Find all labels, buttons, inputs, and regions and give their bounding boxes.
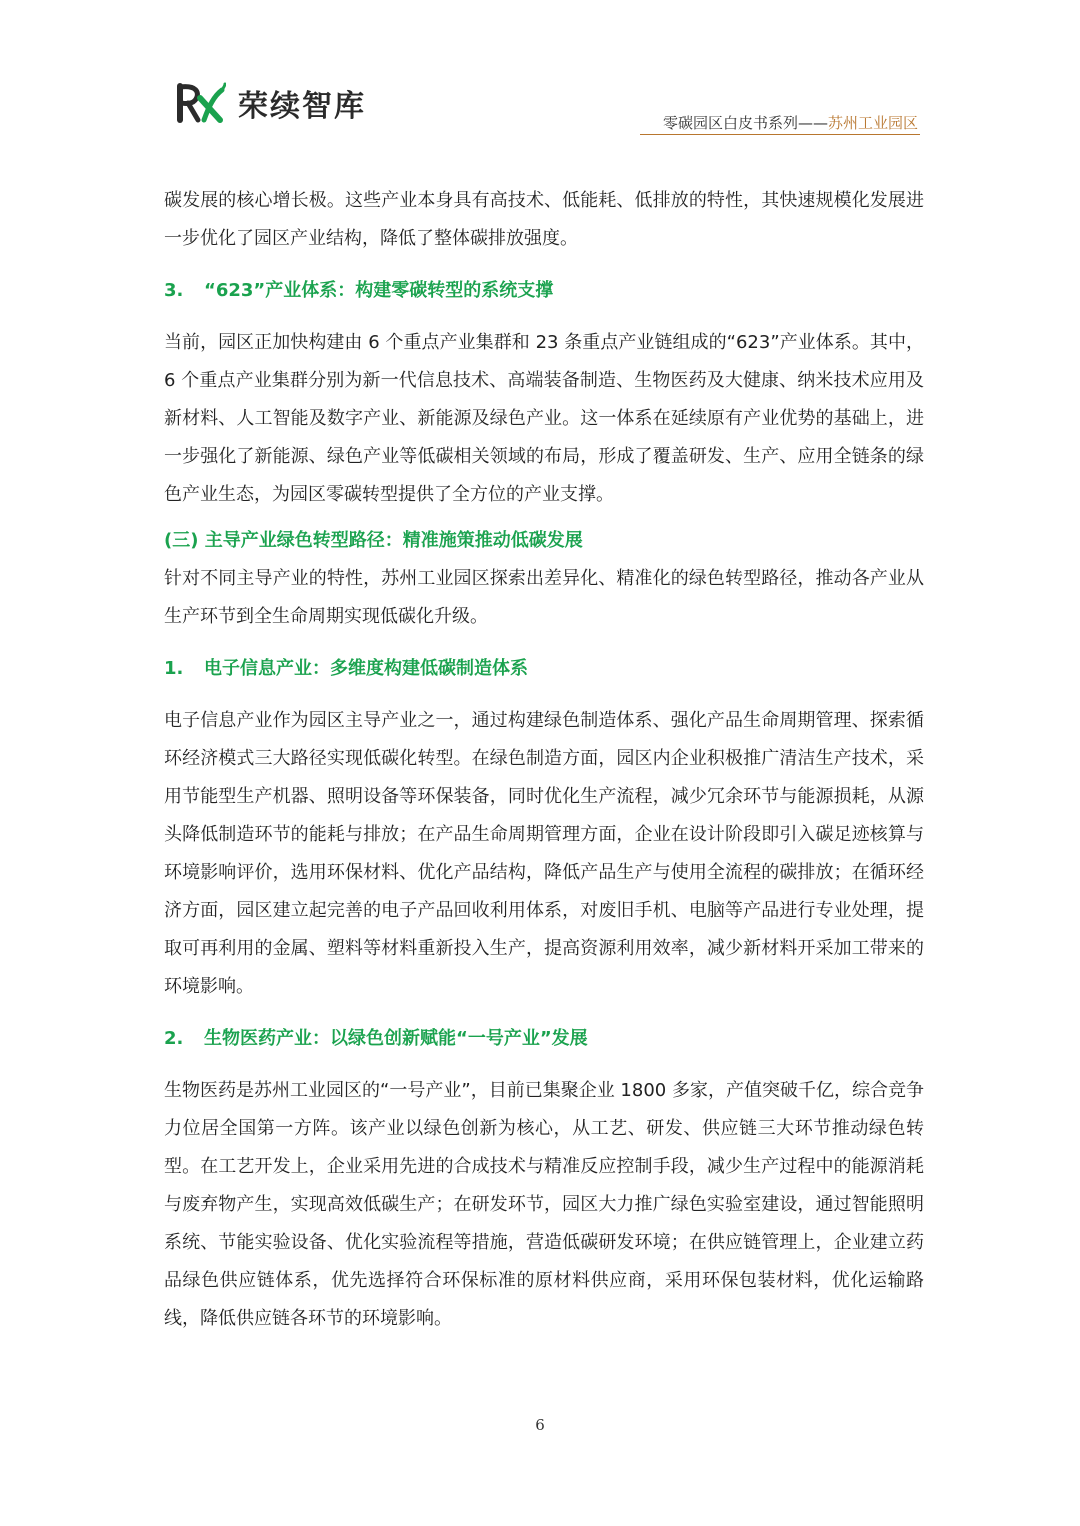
section-heading-electronics bbox=[164, 650, 924, 688]
heading-number: 2. bbox=[164, 1028, 184, 1049]
heading-number: 3. bbox=[164, 280, 184, 301]
paragraph-electronics: 电子信息产业作为园区主导产业之一，通过构建绿色制造体系、强化产品生命周期管理、探索循环经济模式三大路径实现低碳化转型。在绿色制造方面，园区内企业积极推广清洁生产技术，采用节能型生产机器、照明设备等环保装备，同时优化生产流程，减少冗余环节与能源损耗，从源头降低制造环节的能耗与排放；在产品生命周期管理方面，企业在设计阶段即引入碳足迹核算与环境影响评价，选用环保材料、优化产品结构，降低产品生产与使用全流程的碳排放；在循环经济方面，园区建立起完善的电子产品回收利用体系，对废旧手机、电脑等产品进行专业处理，提取可再利用的金属、塑料等材料重新投入生产，提高资源利用效率，减少新材料开采加工带来的环境影响。 bbox=[164, 710, 924, 997]
header-logo bbox=[176, 82, 366, 124]
page-number: 6 bbox=[535, 1416, 545, 1434]
paragraph-transition-path: 针对不同主导产业的特性，苏州工业园区探索出差异化、精准化的绿色转型路径，推动各产业从生产环节到全生命周期实现低碳化升级。 bbox=[164, 568, 924, 627]
header-divider bbox=[640, 134, 920, 135]
rongxu-logo-icon bbox=[176, 82, 226, 124]
main-content bbox=[164, 182, 924, 1338]
series-title bbox=[663, 112, 918, 133]
paragraph-intro: 碳发展的核心增长极。这些产业本身具有高技术、低能耗、低排放的特性，其快速规模化发展进一步优化了园区产业结构，降低了整体碳排放强度。 bbox=[164, 190, 924, 249]
paragraph-biomedicine: 生物医药是苏州工业园区的“一号产业”，目前已集聚企业 1800 多家，产值突破千亿，综合竞争力位居全国第一方阵。该产业以绿色创新为核心，从工艺、研发、供应链三大环节推动绿色转型。在工艺开发上，企业采用先进的合成技术与精准反应控制手段，减少生产过程中的能源消耗与废弃物产生，实现高效低碳生产；在研发环节，园区大力推广绿色实验室建设，通过智能照明系统、节能实验设备、优化实验流程等措施，营造低碳研发环境；在供应链管理上，企业建立药品绿色供应链体系，优先选择符合环保标准的原材料供应商，采用环保包装材料，优化运输路线，降低供应链各环节的环境影响。 bbox=[164, 1080, 924, 1329]
paragraph-623-system: 当前，园区正加快构建由 6 个重点产业集群和 23 条重点产业链组成的“623”产业体系。其中，6 个重点产业集群分别为新一代信息技术、高端装备制造、生物医药及大健康、纳米技术应用及新材料、人工智能及数字产业、新能源及绿色产业。这一体系在延续原有产业优势的基础上，进一步强化了新能源、绿色产业等低碳相关领域的布局，形成了覆盖研发、生产、应用全链条的绿色产业生态，为园区零碳转型提供了全方位的产业支撑。 bbox=[164, 332, 924, 505]
heading-number: 1. bbox=[164, 658, 184, 679]
heading-text: 电子信息产业：多维度构建低碳制造体系 bbox=[204, 658, 528, 679]
brand-name: 荣续智库 bbox=[238, 89, 366, 124]
section-heading-transition-path: (三) 主导产业绿色转型路径：精准施策推动低碳发展 bbox=[164, 530, 583, 551]
series-highlight: 苏州工业园区 bbox=[827, 114, 918, 132]
series-prefix: 零碳园区白皮书系列—— bbox=[662, 114, 828, 132]
heading-text: 生物医药产业：以绿色创新赋能“一号产业”发展 bbox=[204, 1028, 588, 1049]
section-heading-biomedicine bbox=[164, 1020, 924, 1058]
section-heading-623 bbox=[164, 272, 924, 310]
heading-text: “623”产业体系：构建零碳转型的系统支撑 bbox=[204, 280, 554, 301]
